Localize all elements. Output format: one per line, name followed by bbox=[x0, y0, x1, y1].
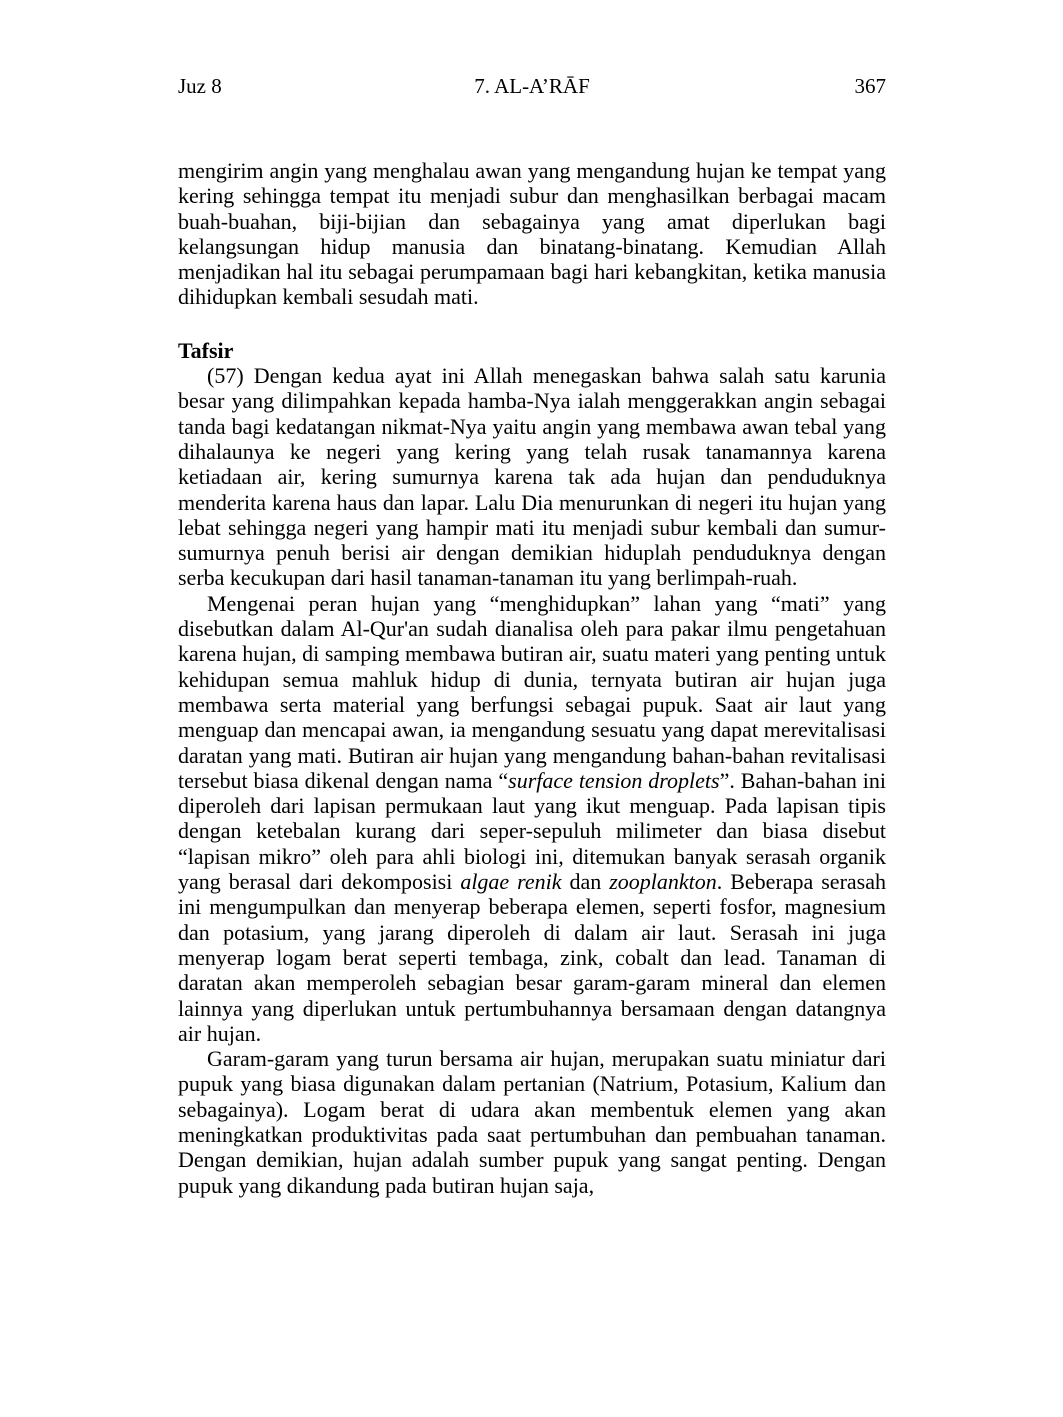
intro-paragraph: mengirim angin yang menghalau awan yang mengandung hujan ke tempat yang kering sehingga tempat itu menjadi subur dan menghasilkan berbagai macam buah-buahan, biji-bijian dan sebagainya yang amat diperlukan bagi kelangsungan hidup manusia dan binatang-binatang. Kemudian Allah menjadikan hal itu sebagai perumpamaan bagi hari kebangkitan, ketika manusia dihidupkan kembali sesudah mati. bbox=[178, 158, 886, 310]
page-number: 367 bbox=[854, 74, 886, 98]
paragraph-2-text-a: Mengenai peran hujan yang “menghidupkan” lahan yang “mati” yang disebutkan dalam Al-Qur'an sudah dianalisa oleh para pakar ilmu pengetahuan karena hujan, di samping membawa butiran air, suatu materi yang penting untuk kehidupan semua mahluk hidup di dunia, ternyata butiran air hujan juga membawa serta material yang berfungsi sebagai pupuk. Saat air laut yang menguap dan mencapai awan, ia mengandung sesuatu yang dapat merevitalisasi daratan yang mati. Butiran air hujan yang mengandung bahan-bahan revitalisasi tersebut biasa dikenal dengan nama “ bbox=[178, 590, 886, 793]
section-heading-tafsir: Tafsir bbox=[178, 337, 234, 363]
tafsir-paragraph-3: Garam-garam yang turun bersama air hujan, merupakan suatu miniatur dari pupuk yang biasa digunakan dalam pertanian (Natrium, Potasium, Kalium dan sebagainya). Logam berat di udara akan membentuk elemen yang akan meningkatkan produktivitas pada saat pertumbuhan dan pembuahan tanaman. Dengan demikian, hujan adalah sumber pupuk yang sangat penting. Dengan pupuk yang dikandung pada butiran hujan saja, bbox=[178, 1046, 886, 1198]
page-header bbox=[178, 74, 886, 102]
paragraph-2-text-c: dan bbox=[561, 869, 610, 895]
italic-term-zooplankton: zooplankton bbox=[609, 869, 717, 895]
juz-label: Juz 8 bbox=[178, 74, 222, 98]
italic-term-surface-tension: surface tension droplets bbox=[508, 767, 720, 793]
tafsir-paragraph-2 bbox=[178, 591, 886, 1046]
tafsir-paragraph-1: (57) Dengan kedua ayat ini Allah menegaskan bahwa salah satu karunia besar yang dilimpahkan kepada hamba-Nya ialah menggerakkan angin sebagai tanda bagi kedatangan nikmat-Nya yaitu angin yang membawa awan tebal yang dihalaunya ke negeri yang kering yang telah rusak tanamannya karena ketiadaan air, kering sumurnya karena tak ada hujan dan penduduknya menderita karena haus dan lapar. Lalu Dia menurunkan di negeri itu hujan yang lebat sehingga negeri yang hampir mati itu menjadi subur kembali dan sumur-sumurnya penuh berisi air dengan demikian hiduplah penduduknya dengan serba kecukupan dari hasil tanaman-tanaman itu yang berlimpah-ruah. bbox=[178, 363, 886, 591]
page-body bbox=[178, 158, 886, 1198]
italic-term-algae: algae renik bbox=[460, 869, 562, 895]
paragraph-2-text-d: . Beberapa serasah ini mengumpulkan dan menyerap beberapa elemen, seperti fosfor, magnesium dan potasium, yang jarang diperoleh di dalam air laut. Serasah ini juga menyerap logam berat seperti tembaga, zink, cobalt dan lead. Tanaman di daratan akan memperoleh sebagian besar garam-garam mineral dan elemen lainnya yang diperlukan untuk pertumbuhannya bersamaan dengan datangnya air hujan. bbox=[178, 869, 886, 1046]
paragraph-2-text-b: ”. Bahan-bahan ini diperoleh dari lapisan permukaan laut yang ikut menguap. Pada lapisan tipis dengan ketebalan kurang dari seper-sepuluh milimeter dan biasa disebut “lapisan mikro” oleh para ahli biologi ini, ditemukan banyak serasah organik yang berasal dari dekomposisi bbox=[178, 767, 886, 895]
surah-title: 7. AL-A’RĀF bbox=[474, 74, 590, 98]
